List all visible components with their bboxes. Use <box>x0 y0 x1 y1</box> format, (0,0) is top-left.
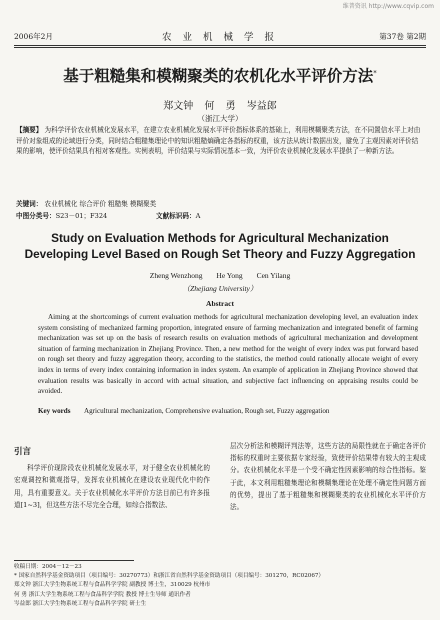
authors-en <box>0 271 440 280</box>
section-heading-intro: 引言 <box>14 447 32 457</box>
running-header <box>14 29 426 43</box>
header-rule <box>14 45 426 48</box>
clc-label: 中图分类号： <box>16 212 56 220</box>
abstract-cn-text: 为科学评价农业机械化发展水平，在建立农业机械化发展水平评价指标体系的基础上，利用模糊聚类方法，在不同置信水平上对由评价对象组成的论域进行分类，同时结合粗糙集理论中的知识粗糙熵确定各指标的权重，该方法从统计数据出发，避免了主观因素对评价结果的影响，使评价结果具有相对客观性。实例表明，评价结果与实际情况基本一致，为评价农业机械化发展水平提供了一种新方法。 <box>16 126 421 156</box>
abstract-cn-label: 【摘要】 <box>16 126 43 134</box>
affiliation-cn: （浙江大学） <box>197 114 243 123</box>
authors-cn: 郑文钟 何 勇 岑益郎 <box>163 101 277 112</box>
author-en-3: Cen Yilang <box>256 271 291 280</box>
keywords-cn-label: 关键词： <box>16 200 43 208</box>
clc-value: S23－01；F324 <box>55 212 108 220</box>
body-column-left <box>14 438 210 511</box>
header-volume: 第37卷 第2期 <box>379 32 426 41</box>
abstract-cn <box>16 125 424 157</box>
footnote-funding: * 国家自然科学基金资助项目（项目编号：30270773）和浙江省自然科学基金资助项目（项目编号：301270，RC02067） <box>14 573 325 580</box>
footnote-author-2: 何 勇 浙江大学生物系统工程与食品科学学院 教授 博士生导师 通讯作者 <box>14 591 191 598</box>
keywords-cn <box>16 198 424 208</box>
keywords-cn-text: 农业机械化 综合评价 粗糙集 模糊聚类 <box>44 200 157 208</box>
paper-title-cn-text: 基于粗糙集和模糊聚类的农机化水平评价方法 <box>63 67 374 85</box>
header-date: 2006年2月 <box>14 32 53 41</box>
author-en-1: Zheng Wenzhong <box>149 271 203 280</box>
body-column-right <box>230 438 426 513</box>
footnote-rule <box>14 560 134 561</box>
keywords-en <box>38 406 418 417</box>
paper-title-en: Study on Evaluation Methods for Agricultural Mechanization Developing Level Based on Rough Set Theory and Fuzzy Aggregation <box>24 231 416 261</box>
watermark-text: 维普资讯 http://www.cqvip.com <box>342 3 434 10</box>
header-journal: 农 业 机 械 学 报 <box>161 32 279 43</box>
author-en-2: He Yong <box>216 271 243 280</box>
abstract-en-heading: Abstract <box>206 299 234 308</box>
classification-line <box>16 210 424 220</box>
keywords-en-label: Key words <box>38 407 71 415</box>
doc-code-value: A <box>195 212 201 220</box>
abstract-en: Aiming at the shortcomings of current evaluation methods for agricultural mechanization developing level, an evaluation index system consisting of mechanized farming proportion, integrated ensure of farming mechanization and integrated benefit of farming mechanization was set up on the basis of research results on evaluation methods of agricultural mechanization and development situation of farming mechanization in Zhejiang Province. Then, a new method for the weight of every index was put forward based on rough set theory and fuzzy aggregation theory, according to the statistics, the method could rationally allocate weight of every index in terms of every index containing information in index system. An example of application in Zhejiang Province showed that evaluation results was basically in accord with actual situation, and subjective fact influencing on appraising results could be avoided. <box>38 313 418 396</box>
intro-paragraph-right: 层次分析法和模糊评判法等，这些方法的局限性就在于确定各评价指标的权重时主要依据专家经验，致使评价结果带有较大的主观成分。农业机械化水平是一个受不确定性因素影响的综合性指标。鉴于此，本文利用粗糙集理论和模糊集理论在处理不确定性问题方面的优势，提出了基于粗糙集和模糊聚类的农业机械化水平评价方法。 <box>230 442 426 512</box>
doc-code <box>156 210 200 220</box>
keywords-en-text: Agricultural mechanization, Comprehensive evaluation, Rough set, Fuzzy aggregation <box>84 407 330 415</box>
footnote-received: 收稿日期：2004－12－23 <box>14 564 82 570</box>
footnote-author-3: 岑益郎 浙江大学生物系统工程与食品科学学院 研士生 <box>14 600 147 607</box>
paper-title-cn <box>0 64 440 86</box>
title-footnote-mark: * <box>373 68 377 77</box>
affiliation-en: （Zhejiang University） <box>182 284 258 293</box>
intro-paragraph-left: 科学评价现阶段农业机械化发展水平，对于健全农业机械化的宏观调控和微观指导，发挥农业机械化在建设农业现代化中的作用，具有重要意义。关于农业机械化水平评价方法目前已有许多报道[1~3]，但这些方法不尽完全合理，如综合指数法、 <box>14 464 210 509</box>
footnote-author-1: 郑文钟 浙江大学生物系统工程与食品科学学院 副教授 博士生，310029 杭州市 <box>14 582 211 589</box>
footnotes <box>14 563 426 609</box>
doc-code-label: 文献标识码： <box>156 212 196 220</box>
